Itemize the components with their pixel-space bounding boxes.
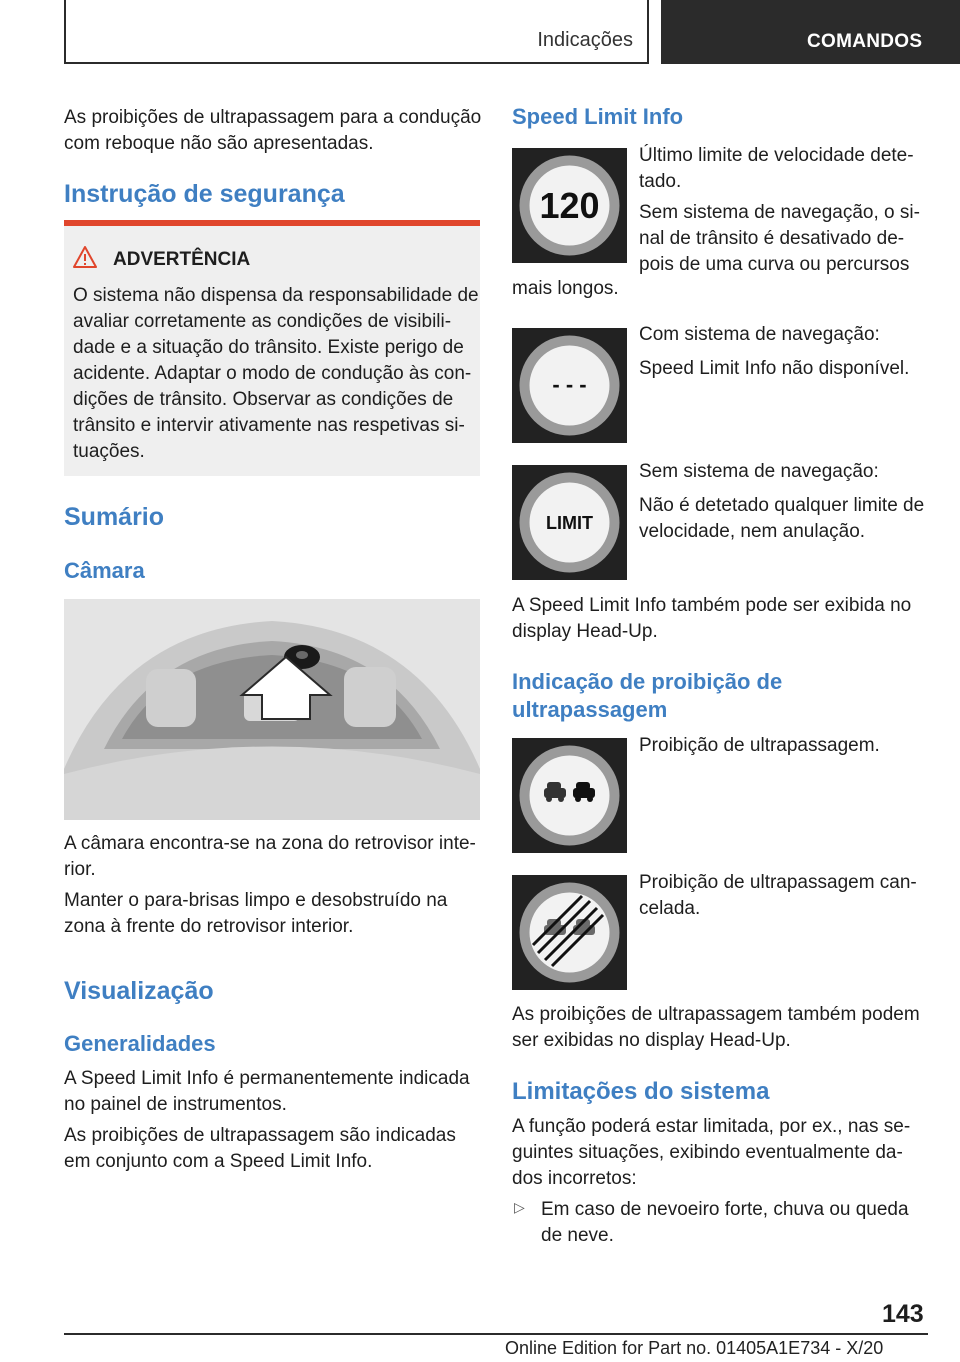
display-heading: Visualização <box>64 977 214 1005</box>
sign-no-passing-end-panel <box>512 875 627 990</box>
no-pass-cancel-text: Proibição de ultrapassagem can-celada. <box>639 872 917 919</box>
limits-intro: A função poderá estar limitada, por ex., nas se-guintes situações, exibindo eventualmente da-dos incorretos: <box>512 1116 911 1189</box>
no-pass-heading: Indicação de proibição de ultrapassagem <box>512 669 783 722</box>
general-paragraph-1: A Speed Limit Info é permanentemente indicada no painel de instrumentos. <box>64 1068 470 1115</box>
speed-limit-info-heading: Speed Limit Info <box>512 104 684 129</box>
footer-edition: Online Edition for Part no. 01405A1E734 - X/20 <box>505 1338 884 1358</box>
hud-paragraph: A Speed Limit Info também pode ser exibida no display Head-Up. <box>512 595 912 642</box>
speed-limit-unavailable-sign-icon <box>512 328 627 443</box>
camera-caption: A câmara encontra-se na zona do retrovisor inte-rior. <box>64 833 476 880</box>
speed-limit-120-sign-icon <box>512 148 627 263</box>
camera-location-illustration <box>64 599 480 820</box>
sign-limit-label: LIMIT <box>546 513 593 533</box>
warning-title: ADVERTÊNCIA <box>113 249 251 270</box>
safety-heading: Instrução de segurança <box>64 180 345 208</box>
footer-rule <box>64 1333 928 1335</box>
camera-heading: Câmara <box>64 558 145 583</box>
nav-without-label: Sem sistema de navegação: <box>639 461 879 482</box>
warning-triangle-icon <box>72 245 98 269</box>
page-number: 143 <box>882 1300 924 1328</box>
speed-limit-paragraph-1: Último limite de velocidade dete-tado. <box>639 145 914 192</box>
sign-not-available-panel <box>512 328 627 443</box>
limit-sign-icon <box>512 465 627 580</box>
sign-no-passing-panel <box>512 738 627 853</box>
speed-limit-paragraph-2-end: mais longos. <box>512 278 619 299</box>
overview-heading: Sumário <box>64 503 165 531</box>
sign-no-limit-detected-panel <box>512 465 627 580</box>
no-pass-hud-paragraph: As proibições de ultrapassagem também podem ser exibidas no display Head-Up. <box>512 1004 920 1051</box>
nav-with-text: Speed Limit Info não disponível. <box>639 358 910 379</box>
end-of-no-passing-sign-icon <box>512 875 627 990</box>
general-paragraph-2: As proibições de ultrapassagem são indicadas em conjunto com a Speed Limit Info. <box>64 1125 456 1172</box>
camera-note: Manter o para-brisas limpo e desobstruído na zona à frente do retrovisor interior. <box>64 890 448 937</box>
sign-dashes-label: - - - <box>552 372 587 397</box>
bullet-triangle-icon: ▷ <box>514 1199 525 1215</box>
no-pass-text: Proibição de ultrapassagem. <box>639 735 880 756</box>
general-heading: Generalidades <box>64 1031 216 1056</box>
limits-heading: Limitações do sistema <box>512 1078 770 1105</box>
header-section-title: Indicações <box>537 29 633 51</box>
intro-paragraph: As proibições de ultrapassagem para a condução com reboque não são apresentadas. <box>64 107 482 154</box>
speed-limit-paragraph-2: Sem sistema de navegação, o si-nal de trânsito é desativado de-pois de uma curva ou percursos <box>639 202 920 275</box>
limits-item-1: Em caso de nevoeiro forte, chuva ou queda de neve. <box>541 1199 909 1246</box>
header-chapter-title: COMANDOS <box>807 31 923 52</box>
nav-with-label: Com sistema de navegação: <box>639 324 880 345</box>
sign-120-label: 120 <box>539 185 600 226</box>
header-section-box <box>64 0 649 64</box>
nav-without-text: Não é detetado qualquer limite de velocidade, nem anulação. <box>639 495 925 542</box>
sign-speed-limit-120-panel <box>512 148 627 263</box>
no-passing-sign-icon <box>512 738 627 853</box>
warning-text: O sistema não dispensa da responsabilidade de avaliar corretamente as condições de visibili-dade e a situação do trânsito. Existe perigo de acidente. Adaptar o modo de condução às con-dições de trânsito. Observar as condições de trânsito e intervir ativamente nas respetivas si-tuações. <box>73 285 479 462</box>
